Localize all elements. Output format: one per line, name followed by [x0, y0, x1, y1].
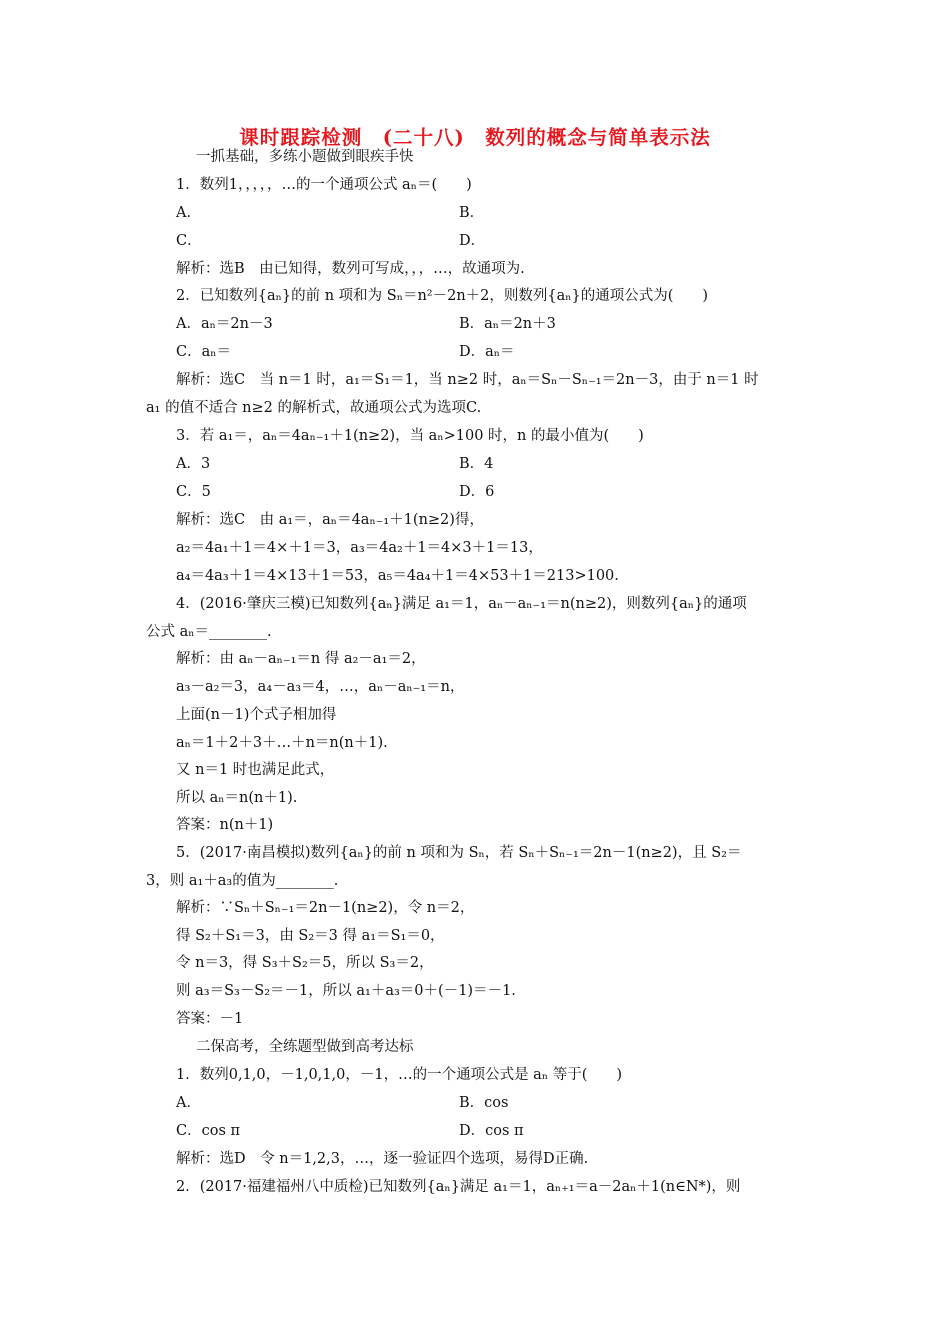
option-c: C．cos π [176, 1123, 241, 1139]
text-line: 上面(n－1)个式子相加得 [176, 707, 337, 723]
section-heading-1: 一抓基础，多练小题做到眼疾手快 [196, 149, 414, 165]
text-line: 4．(2016·肇庆三模)已知数列{aₙ}满足 a₁＝1，aₙ－aₙ₋₁＝n(n≥2)，则数列{aₙ}的通项 [176, 596, 747, 612]
text-line: 3．若 a₁＝，aₙ＝4aₙ₋₁＋1(n≥2)，当 aₙ>100 时，n 的最小值为( ) [176, 428, 644, 444]
option-b: B． [459, 205, 485, 221]
text-line: 令 n＝3，得 S₃＋S₂＝5，所以 S₃＝2， [176, 955, 434, 971]
option-b: B．4 [459, 456, 494, 472]
option-c: C．aₙ＝ [176, 344, 232, 360]
option-d: D．aₙ＝ [459, 344, 515, 360]
text-line: 1．数列0,1,0，－1,0,1,0，－1，…的一个通项公式是 aₙ 等于( ) [176, 1067, 623, 1083]
option-d: D．cos π [459, 1123, 524, 1139]
text-line: a₂＝4a₁＋1＝4×＋1＝3，a₃＝4a₂＋1＝4×3＋1＝13， [176, 540, 543, 556]
text-line: 解析：∵Sₙ＋Sₙ₋₁＝2n－1(n≥2)，令 n＝2， [176, 900, 475, 916]
option-c: C．5 [176, 484, 211, 500]
text-line: 3，则 a₁＋a₃的值为________. [146, 873, 339, 889]
option-a: A．3 [176, 456, 211, 472]
option-d: D． [459, 233, 486, 249]
answer-line: 答案：n(n＋1) [176, 817, 274, 833]
text-line: 则 a₃＝S₃－S₂＝－1，所以 a₁＋a₃＝0＋(－1)＝－1. [176, 983, 516, 999]
text-line: a₃－a₂＝3，a₄－a₃＝4，…，aₙ－aₙ₋₁＝n， [176, 679, 465, 695]
text-line: 公式 aₙ＝________. [146, 624, 272, 640]
option-a: A． [176, 205, 201, 221]
text-line: 解析：选D 令 n＝1,2,3，…，逐一验证四个选项，易得D正确. [176, 1151, 589, 1167]
text-line: 得 S₂＋S₁＝3，由 S₂＝3 得 a₁＝S₁＝0， [176, 928, 445, 944]
answer-line: 答案：－1 [176, 1011, 244, 1027]
text-line: 又 n＝1 时也满足此式， [176, 762, 335, 778]
text-line: 所以 aₙ＝n(n＋1). [176, 790, 298, 806]
option-a: A． [176, 1095, 201, 1111]
option-b: B．aₙ＝2n＋3 [459, 316, 556, 332]
text-line: 解析：选C 当 n＝1 时，a₁＝S₁＝1，当 n≥2 时，aₙ＝Sₙ－Sₙ₋₁＝2n－3，由于 n＝1 时 [176, 372, 759, 388]
text-line: 2．已知数列{aₙ}的前 n 项和为 Sₙ＝n²－2n＋2，则数列{aₙ}的通项公式为( ) [176, 288, 709, 304]
text-line: 解析：选B 由已知得，数列可写成，，，…，故通项为. [176, 261, 525, 277]
text-line: a₄＝4a₃＋1＝4×13＋1＝53，a₅＝4a₄＋1＝4×53＋1＝213>100. [176, 568, 619, 584]
text-line: 2．(2017·福建福州八中质检)已知数列{aₙ}满足 a₁＝1，aₙ₊₁＝a－2aₙ＋1(n∈N*)，则 [176, 1179, 741, 1195]
text-line: 解析：选C 由 a₁＝，aₙ＝4aₙ₋₁＋1(n≥2)得， [176, 512, 484, 528]
option-a: A．aₙ＝2n－3 [176, 316, 273, 332]
option-b: B．cos [459, 1095, 509, 1111]
section-heading-2: 二保高考，全练题型做到高考达标 [196, 1039, 414, 1055]
option-d: D．6 [459, 484, 495, 500]
text-line: aₙ＝1＋2＋3＋…＋n＝n(n＋1). [176, 735, 388, 751]
text-line: 1．数列1，，，，，…的一个通项公式 aₙ＝( ) [176, 177, 472, 193]
text-line: 5．(2017·南昌模拟)数列{aₙ}的前 n 项和为 Sₙ，若 Sₙ＋Sₙ₋₁＝2n－1(n≥2)，且 S₂＝ [176, 845, 742, 861]
page-title: 课时跟踪检测 (二十八) 数列的概念与简单表示法 [239, 126, 711, 149]
text-line: 解析：由 aₙ－aₙ₋₁＝n 得 a₂－a₁＝2， [176, 651, 426, 667]
option-c: C． [176, 233, 202, 249]
text-line: a₁ 的值不适合 n≥2 的解析式，故通项公式为选项C. [146, 400, 482, 416]
